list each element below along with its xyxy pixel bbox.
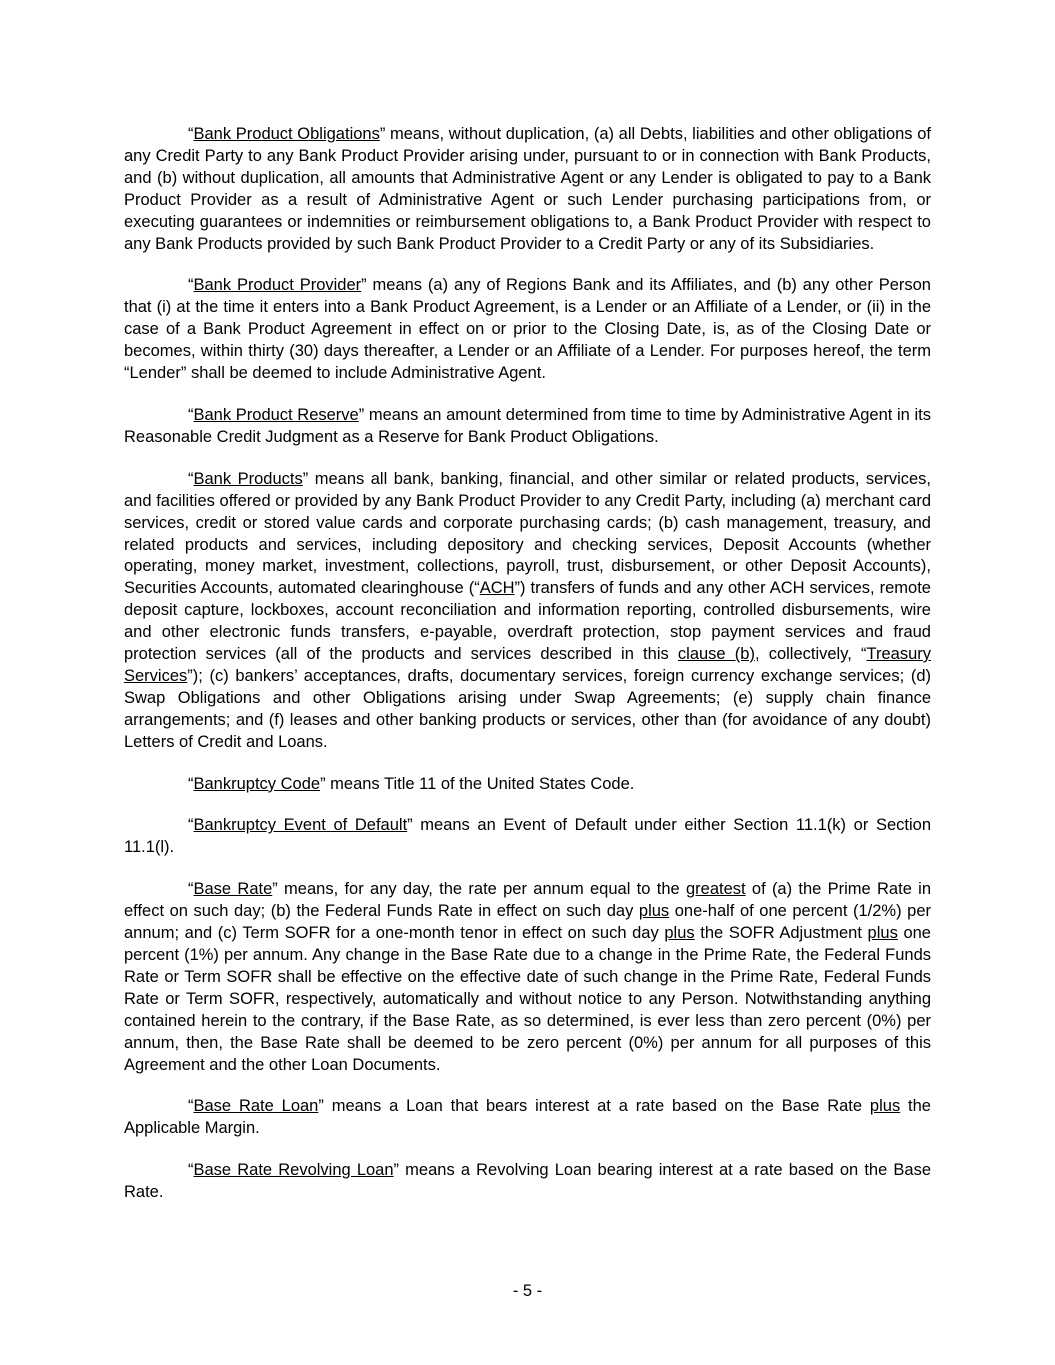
emphasis-plus: plus xyxy=(638,902,670,921)
page-number: - 5 - xyxy=(512,1282,543,1300)
definition-text: means a Revolving Loan bearing interest at a rate based on the Base Rate. xyxy=(124,1161,931,1202)
clause-reference: clause (b) xyxy=(677,645,755,664)
definition-bank-products: “Bank Products” means all bank, banking, financial, and other similar or related products, services, and facilities offered or provided by any Bank Product Provider to any Credit Party, including (a) merchant card services, credit or stored value cards and corporate purchasing cards; (b) cash management, treasury, and related products and services, including depository and checking services, Deposit Accounts (whether operating, money market, investment, collections, payroll, trust, disbursement, or other Deposit Accounts), Securities Accounts, automated clearinghouse (“ACH”) transfers of funds and any other ACH services, remote deposit capture, lockboxes, account reconciliation and information reporting, controlled disbursements, wire and other electronic funds transfers, e-payable, overdraft protection, stop payment services and fraud protection services (all of the products and services described in this clause (b), collectively, “Treasury Services”); (c) bankers’ acceptances, drafts, documentary services, foreign currency exchange services; (d) Swap Obligations and other Obligations arising under Swap Agreements; (e) supply chain finance arrangements; and (f) leases and other banking products or services, other than (for avoidance of any doubt) Letters of Credit and Loans. xyxy=(124,469,931,751)
definition-text: the Applicable Margin. xyxy=(124,1097,931,1138)
definition-text: means (a) any of Regions Bank and its Affiliates, and (b) any other Person that (i) at the time it enters into a Bank Product Agreement, is a Lender or an Affiliate of a Lender, or (ii) in the case of a Bank Product Agreement in effect on or prior to the Closing Date, is, as of the Closing Date or becomes, within thirty (30) days thereafter, a Lender or an Affiliate of a Lender. For purposes hereof, the term “Lender” shall be deemed to include Administrative Agent. xyxy=(124,276,931,383)
definition-base-rate: “Base Rate” means, for any day, the rate per annum equal to the greatest of (a) the Prime Rate in effect on such day; (b) the Federal Funds Rate in effect on such day plus one-half of one percent (1/2%) per annum; and (c) Term SOFR for a one-month tenor in effect on such day plus the SOFR Adjustment plus one percent (1%) per annum. Any change in the Base Rate due to a change in the Prime Rate, the Federal Funds Rate or Term SOFR shall be effective on the effective date of such change in the Prime Rate, Federal Funds Rate or Term SOFR, respectively, automatically and without notice to any Person. Notwithstanding anything contained herein to the contrary, if the Base Rate, as so determined, is ever less than zero percent (0%) per annum, then, the Base Rate shall be deemed to be zero percent (0%) per annum for all purposes of this Agreement and the other Loan Documents. xyxy=(124,880,932,1074)
definition-base-rate-loan: “Base Rate Loan” means a Loan that bears interest at a rate based on the Base Rate plus the Applicable Margin. xyxy=(124,1097,931,1138)
definition-text: of (a) the Prime Rate in effect on such day; (b) the Federal Funds Rate in effect on such day xyxy=(124,880,932,921)
definition-text: means, without duplication, (a) all Debts, liabilities and other obligations of any Credit Party to any Bank Product Provider arising under, pursuant to or in connection with Bank Products, and (b) without duplication, all amounts that Administrative Agent or any Lender is obligated to pay to a Bank Product Provider as a result of Administrative Agent or such Lender purchasing participations from, or executing guarantees or indemnities or reimbursement obligations to, a Bank Product Provider with respect to any Bank Products provided by such Bank Product Provider to a Credit Party or any of its Subsidiaries. xyxy=(124,125,931,253)
definition-bank-product-provider: “Bank Product Provider” means (a) any of Regions Bank and its Affiliates, and (b) any other Person that (i) at the time it enters into a Bank Product Agreement, is a Lender or an Affiliate of a Lender, or (ii) in the case of a Bank Product Agreement in effect on or prior to the Closing Date, is, as of the Closing Date or becomes, within thirty (30) days thereafter, a Lender or an Affiliate of a Lender. For purposes hereof, the term “Lender” shall be deemed to include Administrative Agent. xyxy=(124,276,931,383)
definition-text: means an Event of Default under either Section 11.1(k) or Section 11.1(l). xyxy=(124,816,931,857)
definition-text: means, for any day, the rate per annum equal to the xyxy=(277,880,686,899)
defined-term: Bankruptcy Event of Default xyxy=(193,816,408,835)
definition-text: means Title 11 of the United States Code. xyxy=(325,774,635,793)
emphasis-plus: plus xyxy=(867,924,898,943)
defined-term: Base Rate xyxy=(193,880,273,899)
definition-text: one percent (1%) per annum. Any change in the Base Rate due to a change in the Prime Rate, the Federal Funds Rate or Term SOFR shall be effective on the effective date of such change in the Prime Rate, Federal Funds Rate or Term SOFR, respectively, automatically and without notice to any Person. Notwithstanding anything contained herein to the contrary, if the Base Rate, as so determined, is ever less than zero percent (0%) per annum, then, the Base Rate shall be deemed to be zero percent (0%) per annum for all purposes of this Agreement and the other Loan Documents. xyxy=(124,924,931,1074)
defined-term: Base Rate Revolving Loan xyxy=(193,1161,394,1180)
defined-term: Bank Product Provider xyxy=(193,276,362,295)
definition-bankruptcy-event-of-default: “Bankruptcy Event of Default” means an Event of Default under either Section 11.1(k) or Section 11.1(l). xyxy=(124,816,931,857)
definition-text: the SOFR Adjustment xyxy=(694,924,868,943)
definition-text: means all bank, banking, financial, and other similar or related products, services, and facilities offered or provided by any Bank Product Provider to any Credit Party, including (a) merchant card services, credit or stored value cards and corporate purchasing cards; (b) cash management, treasury, and related products and services, including depository and checking services, Deposit Accounts (whether operating, money market, investment, collections, payroll, trust, disbursement, or other Deposit Accounts), Securities Accounts, automated clearinghouse (“ xyxy=(124,469,931,598)
definition-bank-product-obligations: “Bank Product Obligations” means, without duplication, (a) all Debts, liabilities and other obligations of any Credit Party to any Bank Product Provider arising under, pursuant to or in connection with Bank Products, and (b) without duplication, all amounts that Administrative Agent or any Lender is obligated to pay to a Bank Product Provider as a result of Administrative Agent or such Lender purchasing participations from, or executing guarantees or indemnities or reimbursement obligations to, a Bank Product Provider with respect to any Bank Products provided by such Bank Product Provider to a Credit Party or any of its Subsidiaries. xyxy=(124,125,931,253)
emphasis-greatest: greatest xyxy=(685,880,746,899)
emphasis-plus: plus xyxy=(664,924,695,943)
defined-term: Bank Products xyxy=(193,469,303,488)
defined-term: Bank Product Obligations xyxy=(193,125,380,143)
definition-base-rate-revolving-loan: “Base Rate Revolving Loan” means a Revolving Loan bearing interest at a rate based on the Base Rate. xyxy=(124,1161,931,1202)
definition-text: one-half of one percent (1/2%) per annum; and (c) Term SOFR for a one-month tenor in effect on such day xyxy=(124,902,932,943)
definition-text: , collectively, “ xyxy=(754,645,867,664)
definition-bank-product-reserve: “Bank Product Reserve” means an amount determined from time to time by Administrative Agent in its Reasonable Credit Judgment as a Reserve for Bank Product Obligations. xyxy=(124,405,931,446)
defined-term: Bankruptcy Code xyxy=(193,774,321,793)
definition-text: ”); (c) bankers’ acceptances, drafts, documentary services, foreign currency exchange services; (d) Swap Obligations and other Obligations arising under Swap Agreements; (e) supply chain finance arrangements; and (f) leases and other banking products or services, other than (for avoidance of any doubt) Letters of Credit and Loans. xyxy=(124,666,931,751)
definition-text: ”) transfers of funds and any other ACH services, remote deposit capture, lockboxes, account reconciliation and information reporting, controlled disbursements, wire and other electronic funds transfers, e-payable, overdraft protection, stop payment services and fraud protection services (all of the products and services described in this xyxy=(124,579,931,664)
defined-term-ach: ACH xyxy=(479,579,515,598)
definition-text: means a Loan that bears interest at a rate based on the Base Rate xyxy=(323,1097,870,1116)
defined-term: Bank Product Reserve xyxy=(193,405,359,424)
emphasis-plus: plus xyxy=(869,1097,901,1116)
defined-term-treasury-services: Treasury Services xyxy=(124,645,931,685)
definition-text: means an amount determined from time to time by Administrative Agent in its Reasonable Credit Judgment as a Reserve for Bank Product Obligations. xyxy=(124,405,931,446)
document-page xyxy=(124,124,931,1224)
definition-bankruptcy-code: “Bankruptcy Code” means Title 11 of the United States Code. xyxy=(188,774,635,793)
defined-term: Base Rate Loan xyxy=(193,1097,319,1116)
